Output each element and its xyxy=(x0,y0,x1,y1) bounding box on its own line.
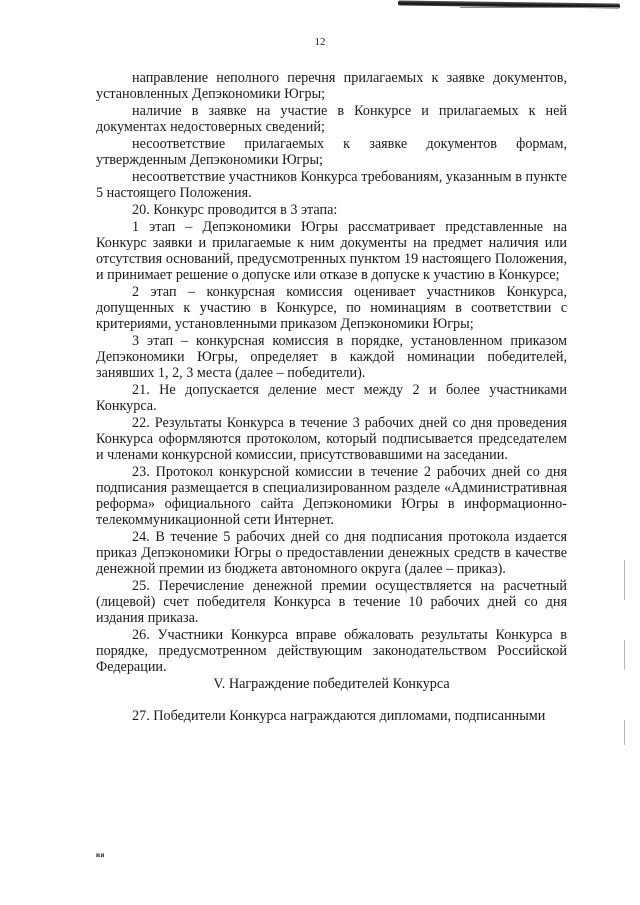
scan-edge-speck xyxy=(624,560,625,600)
paragraph: несоответствие участников Конкурса требованиям, указанным в пункте 5 настоящего Положения. xyxy=(96,169,567,201)
scan-artifact-line xyxy=(460,7,620,8)
paragraph: направление неполного перечня прилагаемых к заявке документов, установленных Депэкономики Югры; xyxy=(96,70,567,102)
scan-edge-speck xyxy=(624,640,625,670)
footer-mark: ия xyxy=(96,851,105,859)
paragraph: 21. Не допускается деление мест между 2 и более участниками Конкурса. xyxy=(96,382,567,414)
paragraph: наличие в заявке на участие в Конкурсе и прилагаемых к ней документах недостоверных сведений; xyxy=(96,103,567,135)
paragraph: 3 этап – конкурсная комиссия в порядке, установленном приказом Депэкономики Югры, определяет в каждой номинации победителей, занявших 1, 2, 3 места (далее – победители). xyxy=(96,333,567,381)
paragraph: 23. Протокол конкурсной комиссии в течение 2 рабочих дней со дня подписания размещается в специализированном разделе «Административная реформа» официального сайта Депэкономики Югры в информационно-телекоммуникационной сети Интернет. xyxy=(96,464,567,528)
paragraph: 27. Победители Конкурса награждаются дипломами, подписанными xyxy=(132,708,546,724)
paragraph: 24. В течение 5 рабочих дней со дня подписания протокола издается приказ Депэкономики Югры о предоставлении денежных средств в качестве денежной премии из бюджета автономного округа (далее – приказ). xyxy=(96,529,567,577)
scan-edge-speck xyxy=(624,720,625,745)
paragraph: 1 этап – Депэкономики Югры рассматривает представленные на Конкурс заявки и прилагаемые к ним документы на предмет наличия или отсутствия оснований, предусмотренных пунктом 19 настоящего Положения, и принимает решение о допуске или отказе в допуске к участию в Конкурсе; xyxy=(96,219,567,283)
page-number: 12 xyxy=(314,36,326,48)
paragraph: 20. Конкурс проводится в 3 этапа: xyxy=(132,202,338,218)
paragraph: 22. Результаты Конкурса в течение 3 рабочих дней со дня проведения Конкурса оформляются протоколом, который подписывается председателем и членами конкурсной комиссии, присутствовавшими на заседании. xyxy=(96,415,567,463)
document-body xyxy=(96,70,567,724)
paragraph: 26. Участники Конкурса вправе обжаловать результаты Конкурса в порядке, предусмотренном действующим законодательством Российской Федерации. xyxy=(96,627,567,675)
paragraph: несоответствие прилагаемых к заявке документов формам, утвержденным Депэкономики Югры; xyxy=(96,136,567,168)
section-heading: V. Награждение победителей Конкурса xyxy=(213,676,450,692)
paragraph: 2 этап – конкурсная комиссия оценивает участников Конкурса, допущенных к участию в Конкурсе, по номинациям в соответствии с критериями, установленными приказом Депэкономики Югры; xyxy=(96,284,567,332)
paragraph: 25. Перечисление денежной премии осуществляется на расчетный (лицевой) счет победителя Конкурса в течение 10 рабочих дней со дня издания приказа. xyxy=(96,578,567,626)
